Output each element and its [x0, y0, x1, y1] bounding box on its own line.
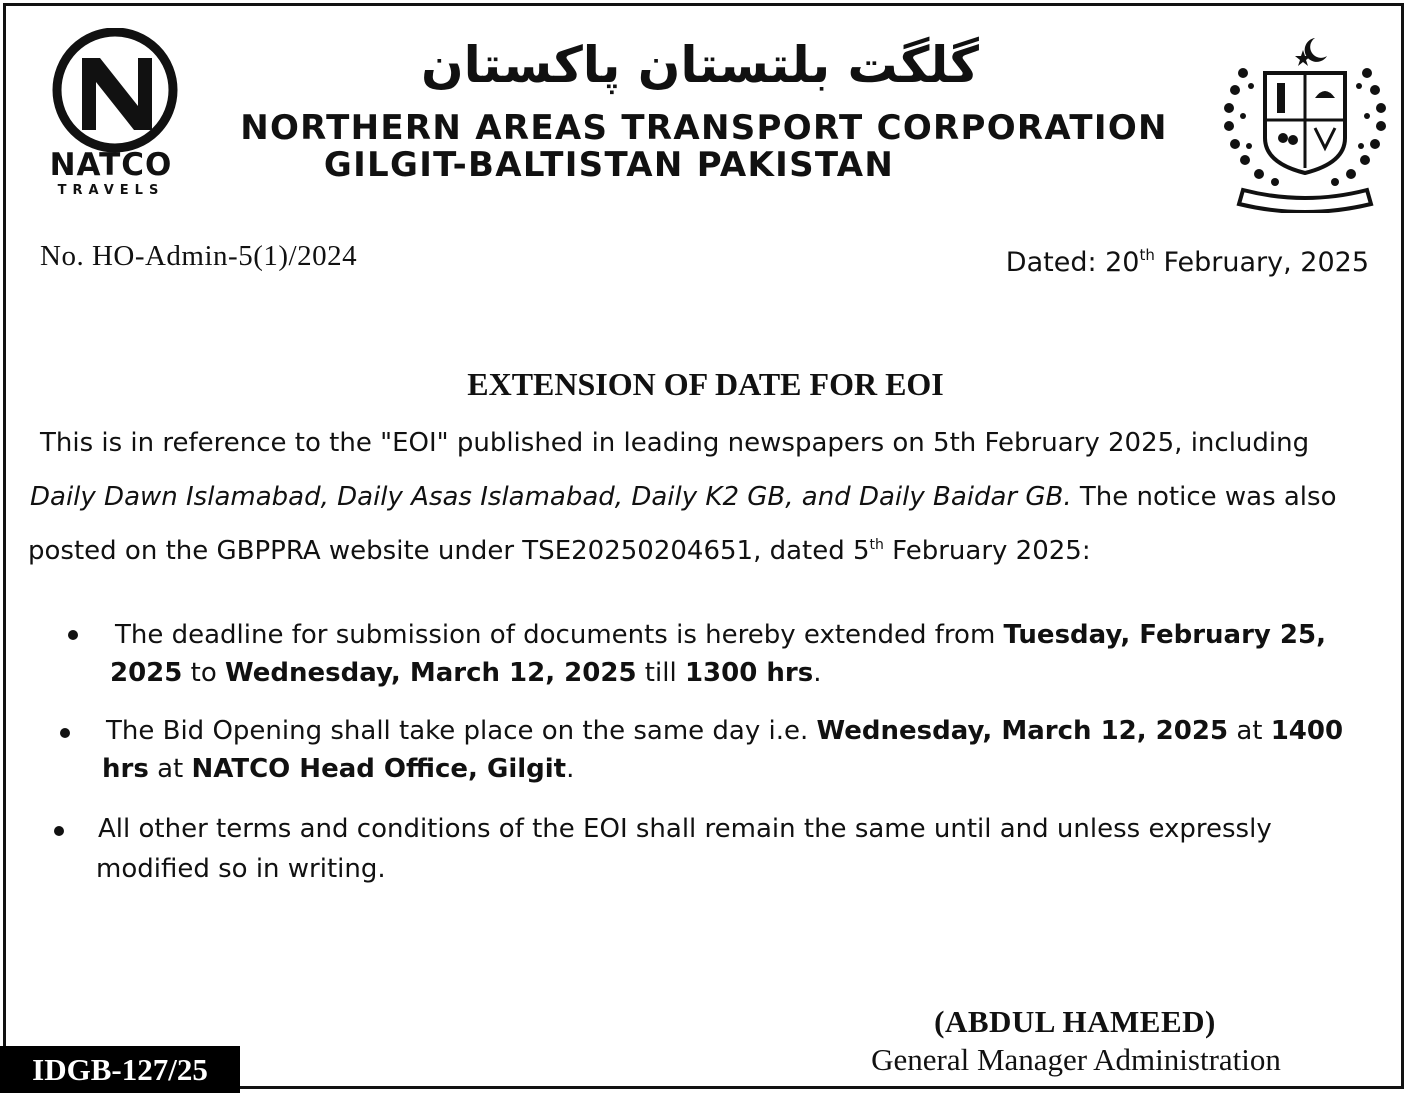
urdu-title: گلگت بلتستان پاکستان: [420, 36, 979, 94]
bullet-2-line-1: The Bid Opening shall take place on the same day i.e. Wednesday, March 12, 2025 at 1400: [106, 716, 1344, 746]
bullet-icon: [60, 728, 70, 738]
bullet-3-line-2: modified so in writing.: [96, 854, 386, 884]
bullet-1-line-1: The deadline for submission of documents is hereby extended from Tuesday, February 25,: [115, 620, 1326, 650]
paragraph-line-1: This is in reference to the "EOI" published in leading newspapers on 5th February 2025, including: [40, 428, 1310, 458]
government-emblem-icon: [1215, 28, 1395, 213]
paragraph-line-2: Daily Dawn Islamabad, Daily Asas Islamabad, Daily K2 GB, and Daily Baidar GB. The notice was also: [30, 482, 1337, 512]
organization-location: GILGIT-BALTISTAN PAKISTAN: [323, 145, 895, 185]
logo-name: NATCO: [49, 147, 173, 183]
bullet-3-line-1: All other terms and conditions of the EOI shall remain the same until and unless expressly: [98, 814, 1272, 844]
bullet-icon: [54, 826, 64, 836]
bullet-2-line-2: hrs at NATCO Head Office, Gilgit.: [102, 754, 575, 784]
organization-name: NORTHERN AREAS TRANSPORT CORPORATION: [240, 108, 1168, 148]
logo-subtitle: TRAVELS: [57, 183, 165, 198]
signatory-name: (ABDUL HAMEED): [934, 1004, 1216, 1039]
paragraph-line-3: posted on the GBPPRA website under TSE20250204651, dated 5th February 2025:: [28, 536, 1091, 566]
notice-heading: EXTENSION OF DATE FOR EOI: [467, 366, 944, 402]
signatory-title: General Manager Administration: [871, 1042, 1281, 1077]
reference-number: No. HO-Admin-5(1)/2024: [40, 240, 358, 272]
bullet-icon: [68, 630, 78, 640]
ad-code-badge: IDGB-127/25: [0, 1046, 240, 1093]
bullet-1-line-2: 2025 to Wednesday, March 12, 2025 till 1300 hrs.: [110, 658, 822, 688]
newspaper-list: Daily Dawn Islamabad, Daily Asas Islamabad, Daily K2 GB, and Daily Baidar GB.: [30, 482, 1072, 512]
letter-date: Dated: 20th February, 2025: [1005, 246, 1369, 278]
